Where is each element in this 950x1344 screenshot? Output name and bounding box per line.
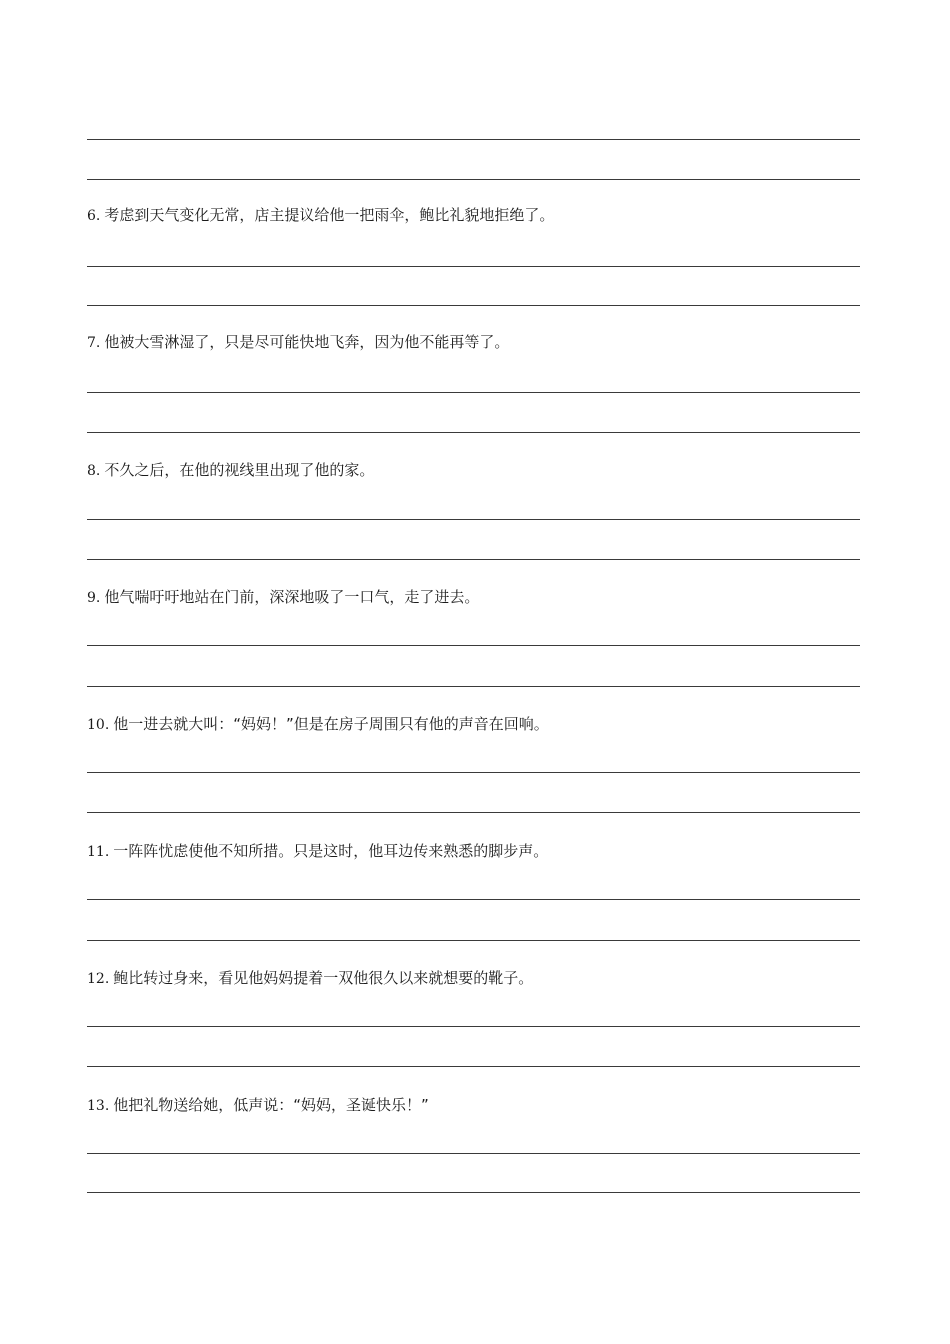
answer-line	[87, 1066, 860, 1067]
translation-item-11	[87, 841, 548, 862]
answer-line	[87, 686, 860, 687]
answer-line	[87, 1192, 860, 1193]
item-number: 9.	[87, 590, 101, 606]
item-number: 11.	[87, 844, 110, 860]
item-number: 10.	[87, 717, 110, 733]
item-sentence: 他气喘吁吁地站在门前，深深地吸了一口气，走了进去。	[104, 588, 480, 606]
answer-line	[87, 392, 860, 393]
item-number: 12.	[87, 971, 110, 987]
answer-line	[87, 519, 860, 520]
item-sentence: 鲍比转过身来，看见他妈妈提着一双他很久以来就想要的靴子。	[113, 969, 534, 987]
item-sentence: 考虑到天气变化无常，店主提议给他一把雨伞，鲍比礼貌地拒绝了。	[104, 206, 555, 224]
answer-line	[87, 940, 860, 941]
answer-line	[87, 432, 860, 433]
answer-line	[87, 772, 860, 773]
item-sentence: 不久之后，在他的视线里出现了他的家。	[104, 461, 375, 479]
item-sentence: 一阵阵忧虑使他不知所措。只是这时，他耳边传来熟悉的脚步声。	[113, 842, 549, 860]
item-number: 7.	[87, 335, 101, 351]
answer-line	[87, 139, 860, 140]
answer-line	[87, 179, 860, 180]
answer-line	[87, 1153, 860, 1154]
translation-item-6	[87, 205, 554, 226]
answer-line	[87, 559, 860, 560]
item-number: 13.	[87, 1098, 110, 1114]
translation-item-10	[87, 714, 549, 735]
answer-line	[87, 1026, 860, 1027]
item-sentence: 他被大雪淋湿了，只是尽可能快地飞奔，因为他不能再等了。	[104, 333, 510, 351]
translation-item-8	[87, 460, 374, 481]
item-number: 6.	[87, 208, 101, 224]
item-sentence: 他一进去就大叫：“妈妈！”但是在房子周围只有他的声音在回响。	[113, 715, 549, 733]
translation-item-12	[87, 968, 533, 989]
item-number: 8.	[87, 463, 101, 479]
item-sentence: 他把礼物送给她，低声说：“妈妈，圣诞快乐！”	[113, 1096, 429, 1114]
translation-item-9	[87, 587, 479, 608]
translation-item-13	[87, 1095, 429, 1116]
answer-line	[87, 645, 860, 646]
answer-line	[87, 899, 860, 900]
answer-line	[87, 812, 860, 813]
answer-line	[87, 266, 860, 267]
translation-item-7	[87, 332, 509, 353]
answer-line	[87, 305, 860, 306]
